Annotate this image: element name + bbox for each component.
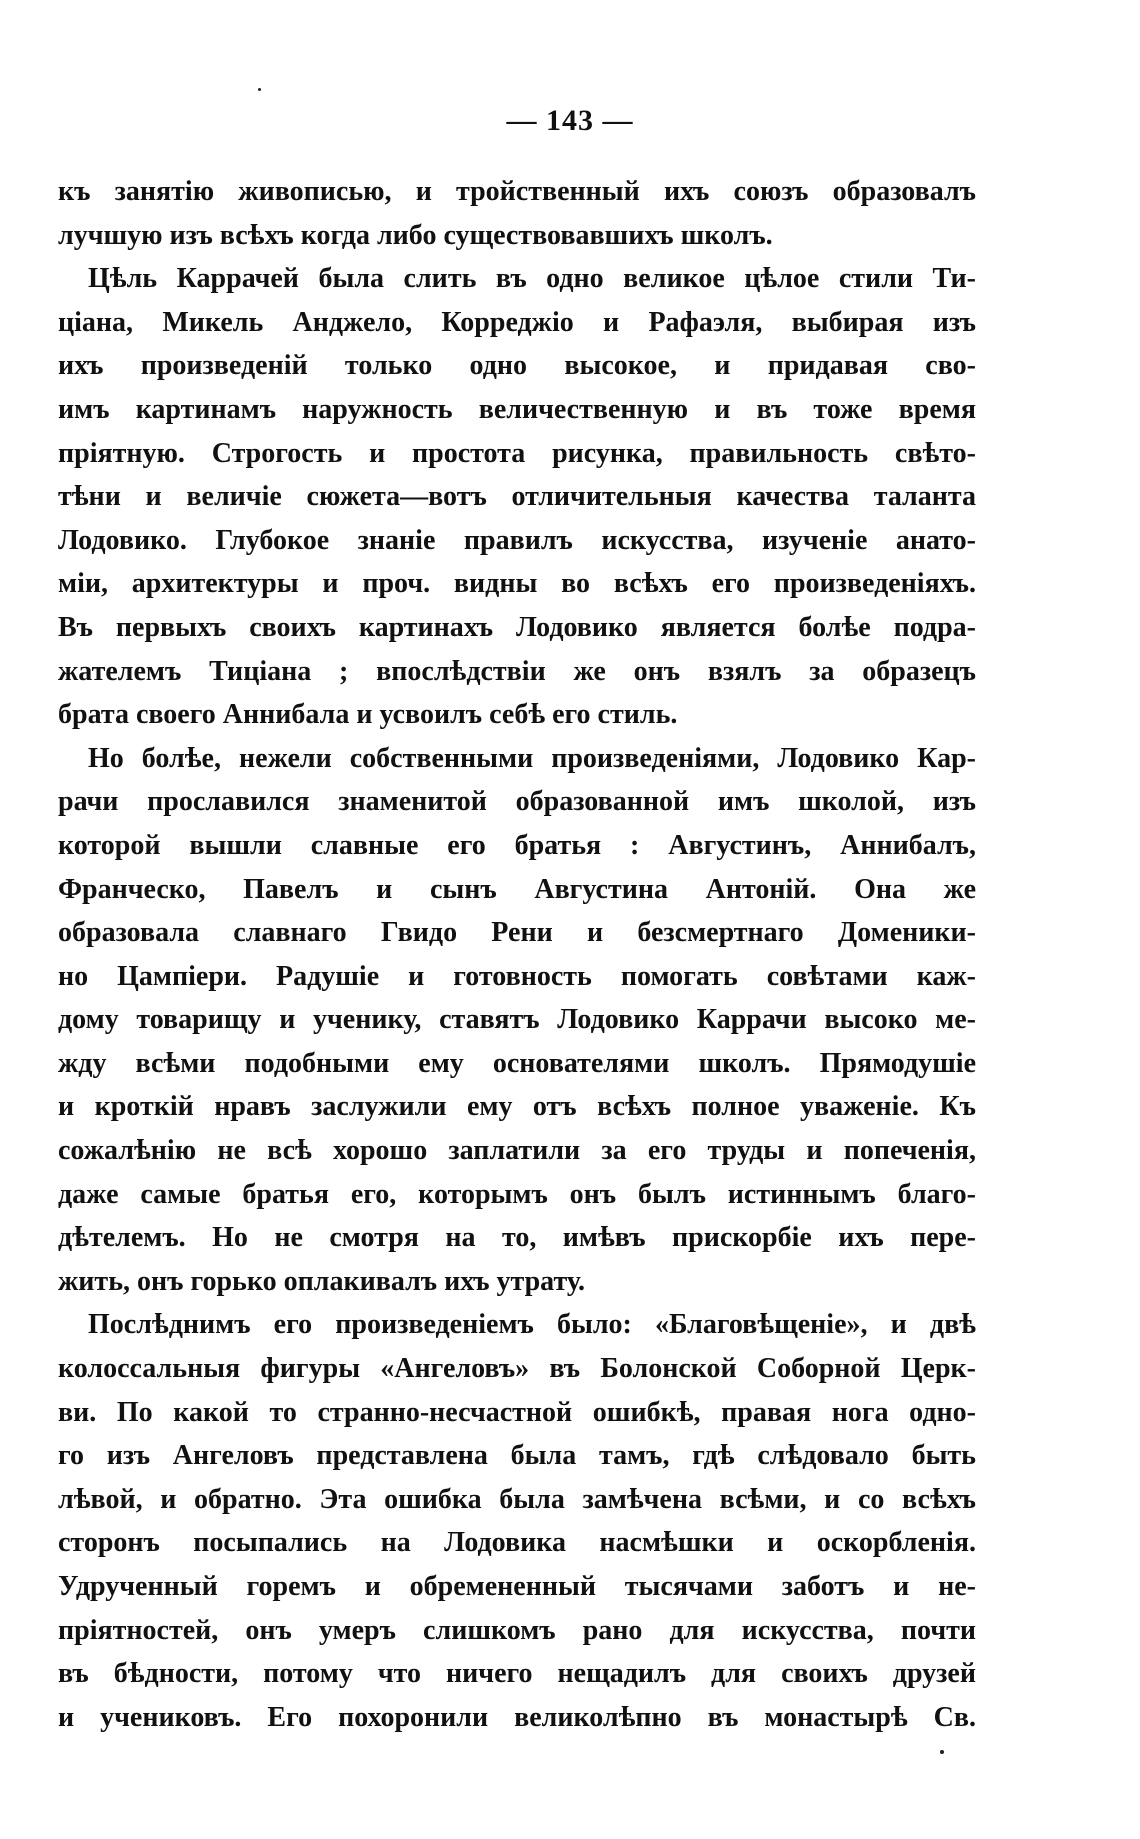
text-line: въ бѣдности, потому что ничего нещадилъ для своихъ друзей xyxy=(58,1658,976,1690)
text-line: ви. По какой то странно-несчастной ошибкѣ, правая нога одно- xyxy=(58,1396,976,1428)
text-line: Послѣднимъ его произведеніемъ было: «Благовѣщеніе», и двѣ xyxy=(88,1309,976,1341)
print-speck xyxy=(940,1750,944,1754)
text-line: сожалѣнію не всѣ хорошо заплатили за его труды и попеченія, xyxy=(58,1135,976,1167)
text-line: пріятностей, онъ умеръ слишкомъ рано для искусства, почти xyxy=(58,1614,976,1646)
text-line: Лодовико. Глубокое знаніе правилъ искусства, изученіе анато- xyxy=(58,524,976,556)
text-line: ціана, Микель Анджело, Корреджіо и Рафаэля, выбирая изъ xyxy=(58,306,976,338)
text-line: къ занятію живописью, и тройственный ихъ союзъ образовалъ xyxy=(58,176,976,207)
text-line: ихъ произведеній только одно высокое, и придавая сво- xyxy=(58,350,976,382)
body-text xyxy=(58,170,976,1739)
text-line: имъ картинамъ наружность величественную и въ тоже время xyxy=(58,393,976,425)
text-line: Въ первыхъ своихъ картинахъ Лодовико является болѣе подра- xyxy=(58,611,976,643)
text-line: дѣтелемъ. Но не смотря на то, имѣвъ прискорбіе ихъ пере- xyxy=(58,1222,976,1254)
text-line: и учениковъ. Его похоронили великолѣпно въ монастырѣ Св. xyxy=(58,1701,976,1733)
print-speck xyxy=(258,88,261,91)
text-line: брата своего Аннибала и усвоилъ себѣ его стиль. xyxy=(58,699,678,731)
text-line: и кроткій нравъ заслужили ему отъ всѣхъ полное уваженіе. Къ xyxy=(58,1091,976,1123)
text-line: дому товарищу и ученику, ставятъ Лодовико Каррачи высоко ме- xyxy=(58,1004,976,1036)
text-line: рачи прославился знаменитой образованной имъ школой, изъ xyxy=(58,786,976,818)
text-line: Франческо, Павелъ и сынъ Августина Антоній. Она же xyxy=(58,873,976,905)
text-line: тѣни и величіе сюжета—вотъ отличительныя качества таланта xyxy=(58,481,976,513)
page-number: — 143 — xyxy=(506,104,634,137)
text-line: Но болѣе, нежели собственными произведеніями, Лодовико Кар- xyxy=(88,742,976,774)
text-line: Удрученный горемъ и обремененный тысячами заботъ и не- xyxy=(58,1571,976,1602)
text-line: но Цампіери. Радушіе и готовность помогать совѣтами каж- xyxy=(58,960,976,992)
text-line: жить, онъ горько оплакивалъ ихъ утрату. xyxy=(58,1265,586,1297)
text-line: колоссальныя фигуры «Ангеловъ» въ Болонской Соборной Церк- xyxy=(58,1353,976,1385)
text-line: сторонъ посыпались на Лодовика насмѣшки и оскорбленія. xyxy=(58,1527,976,1559)
text-line: которой вышли славные его братья : Августинъ, Аннибалъ, xyxy=(58,829,976,861)
text-line: образовала славнаго Гвидо Рени и безсмертнаго Доменики- xyxy=(58,917,976,949)
text-line: лѣвой, и обратно. Эта ошибка была замѣчена всѣми, и со всѣхъ xyxy=(58,1483,976,1515)
text-line: жду всѣми подобными ему основателями школъ. Прямодушіе xyxy=(58,1047,976,1079)
text-line: го изъ Ангеловъ представлена была тамъ, гдѣ слѣдовало быть xyxy=(58,1440,976,1472)
text-line: лучшую изъ всѣхъ когда либо существовавшихъ школъ. xyxy=(58,219,773,251)
text-line: даже самые братья его, которымъ онъ былъ истиннымъ благо- xyxy=(58,1178,976,1210)
text-line: Цѣль Каррачей была слить въ одно великое цѣлое стили Ти- xyxy=(88,263,976,295)
text-line: міи, архитектуры и проч. видны во всѣхъ его произведеніяхъ. xyxy=(58,568,976,600)
text-line: пріятную. Строгость и простота рисунка, правильность свѣто- xyxy=(58,437,976,469)
text-line: жателемъ Тиціана ; впослѣдствіи же онъ взялъ за образецъ xyxy=(58,655,976,687)
